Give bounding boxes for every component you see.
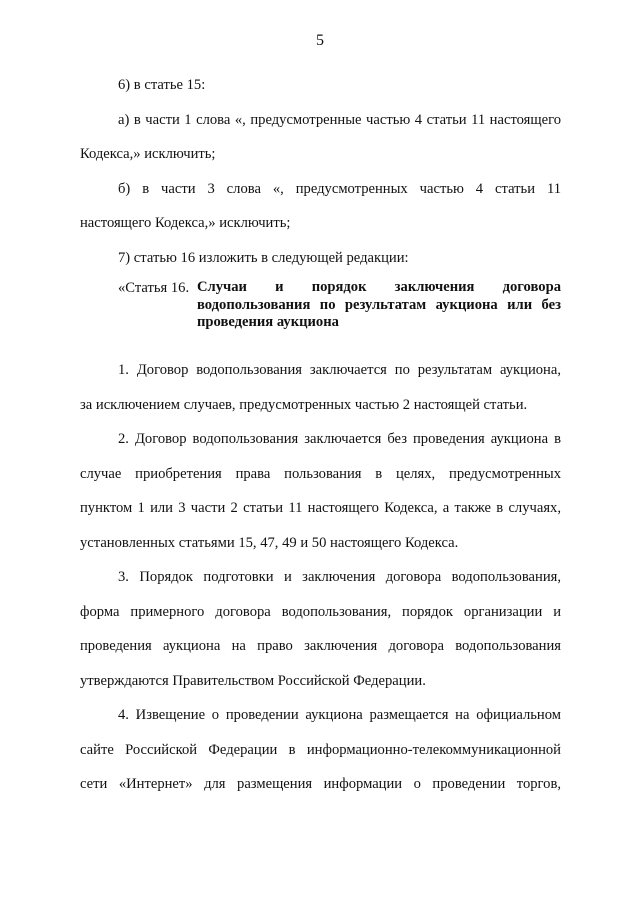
paragraph-2-line: случае приобретения права пользования в целях, предусмотренных xyxy=(80,465,561,482)
article-title-line: водопользования по результатам аукциона или без xyxy=(197,296,561,313)
amendment-subitem-b-line-2: настоящего Кодекса,» исключить; xyxy=(80,215,291,231)
paragraph-4-line: сети «Интернет» для размещения информации о проведении торгов, xyxy=(80,776,561,792)
article-title-line: Случаи и порядок заключения договора xyxy=(197,279,561,295)
paragraph-2-line: установленных статьями 15, 47, 49 и 50 настоящего Кодекса. xyxy=(80,534,459,551)
document-body xyxy=(80,68,561,802)
amendment-item-6: 6) в статье 15: xyxy=(118,77,206,93)
article-title-line: проведения аукциона xyxy=(197,314,339,330)
page-number: 5 xyxy=(316,32,324,49)
paragraph-4-line: сайте Российской Федерации в информационно-телекоммуникационной xyxy=(80,741,561,758)
article-title xyxy=(197,279,561,332)
article-label: «Статья 16. xyxy=(118,280,190,296)
paragraph-2-line: 2. Договор водопользования заключается без проведения аукциона в xyxy=(118,431,561,447)
paragraph-3-line: проведения аукциона на право заключения договора водопользования xyxy=(80,638,561,654)
amendment-subitem-a-line-1: а) в части 1 слова «, предусмотренные частью 4 статьи 11 настоящего xyxy=(118,111,561,128)
paragraph-3-line: 3. Порядок подготовки и заключения договора водопользования, xyxy=(118,569,561,585)
paragraph-3-line: форма примерного договора водопользования, порядок организации и xyxy=(80,603,561,620)
amendment-subitem-a-line-2: Кодекса,» исключить; xyxy=(80,146,216,162)
paragraph-4-line: 4. Извещение о проведении аукциона размещается на официальном xyxy=(118,707,561,723)
amendment-item-7: 7) статью 16 изложить в следующей редакции: xyxy=(118,249,409,266)
amendment-subitem-b-line-1: б) в части 3 слова «, предусмотренных частью 4 статьи 11 xyxy=(118,180,561,197)
paragraph-2-line: пунктом 1 или 3 части 2 статьи 11 настоящего Кодекса, а также в случаях, xyxy=(80,500,561,516)
paragraph-3-line: утверждаются Правительством Российской Федерации. xyxy=(80,672,426,689)
paragraph-1-line: 1. Договор водопользования заключается по результатам аукциона, xyxy=(118,362,561,378)
article-heading xyxy=(80,279,561,349)
paragraph-1-line: за исключением случаев, предусмотренных частью 2 настоящей статьи. xyxy=(80,396,528,413)
